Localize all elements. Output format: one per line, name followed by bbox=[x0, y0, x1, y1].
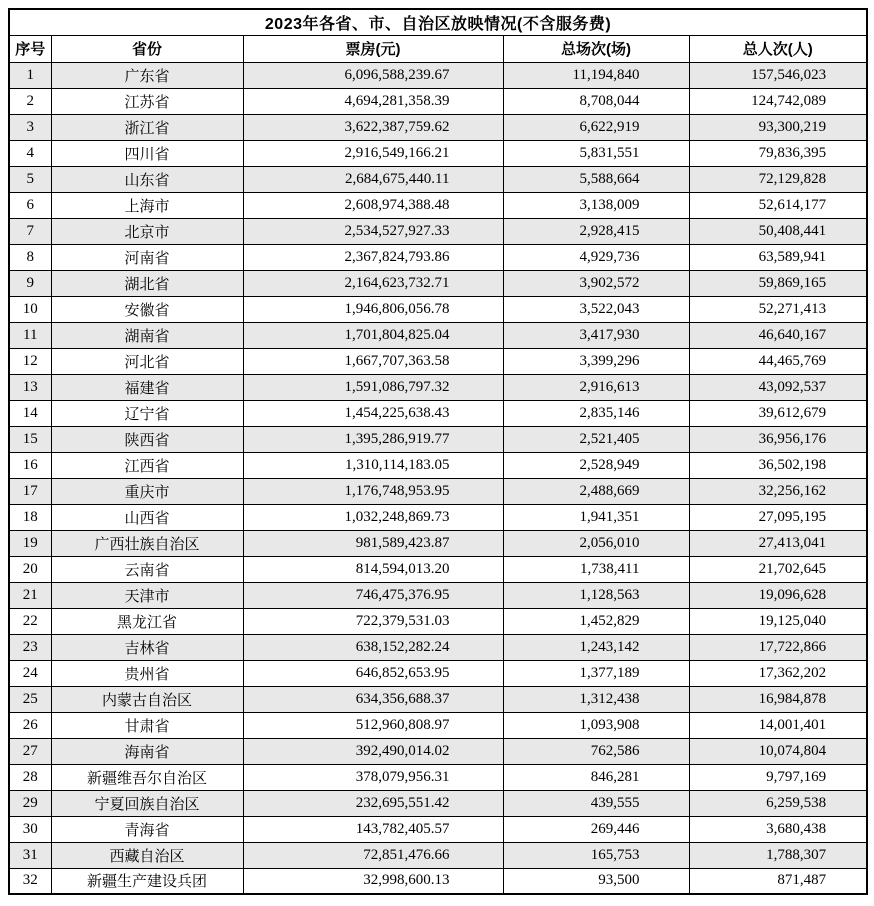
table-row bbox=[9, 556, 867, 582]
table-row bbox=[9, 582, 867, 608]
admissions-cell: 43,092,537 bbox=[689, 374, 867, 400]
admissions-cell: 72,129,828 bbox=[689, 166, 867, 192]
province-cell: 安徽省 bbox=[51, 296, 243, 322]
sessions-cell: 2,056,010 bbox=[503, 530, 689, 556]
index-cell: 27 bbox=[9, 738, 51, 764]
index-cell: 19 bbox=[9, 530, 51, 556]
boxoffice-cell: 2,608,974,388.48 bbox=[243, 192, 503, 218]
sessions-cell: 1,128,563 bbox=[503, 582, 689, 608]
admissions-cell: 14,001,401 bbox=[689, 712, 867, 738]
index-cell: 2 bbox=[9, 88, 51, 114]
index-cell: 8 bbox=[9, 244, 51, 270]
boxoffice-cell: 2,367,824,793.86 bbox=[243, 244, 503, 270]
sessions-cell: 3,902,572 bbox=[503, 270, 689, 296]
admissions-cell: 44,465,769 bbox=[689, 348, 867, 374]
province-cell: 黑龙江省 bbox=[51, 608, 243, 634]
admissions-cell: 21,702,645 bbox=[689, 556, 867, 582]
province-cell: 福建省 bbox=[51, 374, 243, 400]
column-header-sessions: 总场次(场) bbox=[503, 35, 689, 62]
index-cell: 32 bbox=[9, 868, 51, 894]
province-cell: 山西省 bbox=[51, 504, 243, 530]
boxoffice-cell: 3,622,387,759.62 bbox=[243, 114, 503, 140]
admissions-cell: 63,589,941 bbox=[689, 244, 867, 270]
index-cell: 26 bbox=[9, 712, 51, 738]
table-row bbox=[9, 426, 867, 452]
column-header-province: 省份 bbox=[51, 35, 243, 62]
index-cell: 17 bbox=[9, 478, 51, 504]
sessions-cell: 762,586 bbox=[503, 738, 689, 764]
boxoffice-cell: 981,589,423.87 bbox=[243, 530, 503, 556]
province-cell: 河北省 bbox=[51, 348, 243, 374]
index-cell: 29 bbox=[9, 790, 51, 816]
province-cell: 广西壮族自治区 bbox=[51, 530, 243, 556]
index-cell: 1 bbox=[9, 62, 51, 88]
table-row bbox=[9, 712, 867, 738]
table-row bbox=[9, 608, 867, 634]
admissions-cell: 36,956,176 bbox=[689, 426, 867, 452]
boxoffice-cell: 1,395,286,919.77 bbox=[243, 426, 503, 452]
boxoffice-cell: 814,594,013.20 bbox=[243, 556, 503, 582]
table-row bbox=[9, 868, 867, 894]
admissions-cell: 39,612,679 bbox=[689, 400, 867, 426]
index-cell: 9 bbox=[9, 270, 51, 296]
admissions-cell: 50,408,441 bbox=[689, 218, 867, 244]
admissions-cell: 93,300,219 bbox=[689, 114, 867, 140]
sessions-cell: 3,417,930 bbox=[503, 322, 689, 348]
table-row bbox=[9, 452, 867, 478]
boxoffice-cell: 72,851,476.66 bbox=[243, 842, 503, 868]
admissions-cell: 52,271,413 bbox=[689, 296, 867, 322]
sessions-cell: 2,521,405 bbox=[503, 426, 689, 452]
admissions-cell: 36,502,198 bbox=[689, 452, 867, 478]
boxoffice-cell: 646,852,653.95 bbox=[243, 660, 503, 686]
admissions-cell: 32,256,162 bbox=[689, 478, 867, 504]
table-row bbox=[9, 140, 867, 166]
column-header-admissions: 总人次(人) bbox=[689, 35, 867, 62]
table-row bbox=[9, 790, 867, 816]
index-cell: 23 bbox=[9, 634, 51, 660]
province-cell: 内蒙古自治区 bbox=[51, 686, 243, 712]
sessions-cell: 5,831,551 bbox=[503, 140, 689, 166]
index-cell: 6 bbox=[9, 192, 51, 218]
boxoffice-cell: 392,490,014.02 bbox=[243, 738, 503, 764]
index-cell: 3 bbox=[9, 114, 51, 140]
admissions-cell: 46,640,167 bbox=[689, 322, 867, 348]
sessions-cell: 2,528,949 bbox=[503, 452, 689, 478]
admissions-cell: 10,074,804 bbox=[689, 738, 867, 764]
sessions-cell: 2,835,146 bbox=[503, 400, 689, 426]
sessions-cell: 8,708,044 bbox=[503, 88, 689, 114]
admissions-cell: 9,797,169 bbox=[689, 764, 867, 790]
boxoffice-cell: 1,032,248,869.73 bbox=[243, 504, 503, 530]
sessions-cell: 4,929,736 bbox=[503, 244, 689, 270]
boxoffice-cell: 512,960,808.97 bbox=[243, 712, 503, 738]
screening-stats-table bbox=[8, 8, 868, 895]
table-row bbox=[9, 348, 867, 374]
province-cell: 陕西省 bbox=[51, 426, 243, 452]
boxoffice-cell: 32,998,600.13 bbox=[243, 868, 503, 894]
table-row bbox=[9, 166, 867, 192]
province-cell: 天津市 bbox=[51, 582, 243, 608]
table-row bbox=[9, 218, 867, 244]
boxoffice-cell: 1,946,806,056.78 bbox=[243, 296, 503, 322]
province-cell: 四川省 bbox=[51, 140, 243, 166]
index-cell: 14 bbox=[9, 400, 51, 426]
province-cell: 新疆生产建设兵团 bbox=[51, 868, 243, 894]
index-cell: 12 bbox=[9, 348, 51, 374]
province-cell: 浙江省 bbox=[51, 114, 243, 140]
province-cell: 山东省 bbox=[51, 166, 243, 192]
table-row bbox=[9, 686, 867, 712]
sessions-cell: 3,399,296 bbox=[503, 348, 689, 374]
table-row bbox=[9, 738, 867, 764]
sessions-cell: 1,243,142 bbox=[503, 634, 689, 660]
boxoffice-cell: 2,164,623,732.71 bbox=[243, 270, 503, 296]
table-row bbox=[9, 88, 867, 114]
province-cell: 贵州省 bbox=[51, 660, 243, 686]
province-cell: 江苏省 bbox=[51, 88, 243, 114]
province-cell: 重庆市 bbox=[51, 478, 243, 504]
sessions-cell: 93,500 bbox=[503, 868, 689, 894]
boxoffice-cell: 143,782,405.57 bbox=[243, 816, 503, 842]
title-row bbox=[9, 9, 867, 35]
index-cell: 31 bbox=[9, 842, 51, 868]
sessions-cell: 165,753 bbox=[503, 842, 689, 868]
table-row bbox=[9, 114, 867, 140]
sessions-cell: 269,446 bbox=[503, 816, 689, 842]
column-header-boxoffice: 票房(元) bbox=[243, 35, 503, 62]
table-title: 2023年各省、市、自治区放映情况(不含服务费) bbox=[9, 9, 867, 35]
province-cell: 甘肃省 bbox=[51, 712, 243, 738]
sessions-cell: 2,916,613 bbox=[503, 374, 689, 400]
table-row bbox=[9, 400, 867, 426]
index-cell: 4 bbox=[9, 140, 51, 166]
boxoffice-cell: 2,916,549,166.21 bbox=[243, 140, 503, 166]
boxoffice-cell: 1,454,225,638.43 bbox=[243, 400, 503, 426]
table-row bbox=[9, 504, 867, 530]
admissions-cell: 1,788,307 bbox=[689, 842, 867, 868]
province-cell: 云南省 bbox=[51, 556, 243, 582]
admissions-cell: 871,487 bbox=[689, 868, 867, 894]
index-cell: 7 bbox=[9, 218, 51, 244]
boxoffice-cell: 232,695,551.42 bbox=[243, 790, 503, 816]
boxoffice-cell: 6,096,588,239.67 bbox=[243, 62, 503, 88]
admissions-cell: 79,836,395 bbox=[689, 140, 867, 166]
table-row bbox=[9, 816, 867, 842]
boxoffice-cell: 1,667,707,363.58 bbox=[243, 348, 503, 374]
table-row bbox=[9, 478, 867, 504]
province-cell: 吉林省 bbox=[51, 634, 243, 660]
sessions-cell: 6,622,919 bbox=[503, 114, 689, 140]
index-cell: 16 bbox=[9, 452, 51, 478]
province-cell: 上海市 bbox=[51, 192, 243, 218]
province-cell: 广东省 bbox=[51, 62, 243, 88]
sessions-cell: 1,941,351 bbox=[503, 504, 689, 530]
table-row bbox=[9, 296, 867, 322]
index-cell: 15 bbox=[9, 426, 51, 452]
index-cell: 20 bbox=[9, 556, 51, 582]
boxoffice-cell: 378,079,956.31 bbox=[243, 764, 503, 790]
province-cell: 新疆维吾尔自治区 bbox=[51, 764, 243, 790]
index-cell: 11 bbox=[9, 322, 51, 348]
province-cell: 江西省 bbox=[51, 452, 243, 478]
sessions-cell: 439,555 bbox=[503, 790, 689, 816]
admissions-cell: 16,984,878 bbox=[689, 686, 867, 712]
boxoffice-cell: 2,534,527,927.33 bbox=[243, 218, 503, 244]
boxoffice-cell: 1,310,114,183.05 bbox=[243, 452, 503, 478]
sessions-cell: 3,522,043 bbox=[503, 296, 689, 322]
index-cell: 28 bbox=[9, 764, 51, 790]
sessions-cell: 1,312,438 bbox=[503, 686, 689, 712]
sessions-cell: 5,588,664 bbox=[503, 166, 689, 192]
admissions-cell: 52,614,177 bbox=[689, 192, 867, 218]
table-body bbox=[9, 62, 867, 894]
province-cell: 青海省 bbox=[51, 816, 243, 842]
sessions-cell: 3,138,009 bbox=[503, 192, 689, 218]
sessions-cell: 2,928,415 bbox=[503, 218, 689, 244]
column-header-index: 序号 bbox=[9, 35, 51, 62]
header-row bbox=[9, 35, 867, 62]
admissions-cell: 6,259,538 bbox=[689, 790, 867, 816]
sessions-cell: 1,738,411 bbox=[503, 556, 689, 582]
boxoffice-cell: 2,684,675,440.11 bbox=[243, 166, 503, 192]
province-cell: 辽宁省 bbox=[51, 400, 243, 426]
province-cell: 西藏自治区 bbox=[51, 842, 243, 868]
boxoffice-cell: 1,701,804,825.04 bbox=[243, 322, 503, 348]
table-row bbox=[9, 270, 867, 296]
province-cell: 北京市 bbox=[51, 218, 243, 244]
table-row bbox=[9, 660, 867, 686]
province-cell: 海南省 bbox=[51, 738, 243, 764]
table-row bbox=[9, 192, 867, 218]
province-cell: 河南省 bbox=[51, 244, 243, 270]
table-row bbox=[9, 322, 867, 348]
table-row bbox=[9, 244, 867, 270]
sessions-cell: 846,281 bbox=[503, 764, 689, 790]
index-cell: 30 bbox=[9, 816, 51, 842]
index-cell: 22 bbox=[9, 608, 51, 634]
admissions-cell: 124,742,089 bbox=[689, 88, 867, 114]
sessions-cell: 1,377,189 bbox=[503, 660, 689, 686]
table-row bbox=[9, 530, 867, 556]
index-cell: 21 bbox=[9, 582, 51, 608]
boxoffice-cell: 746,475,376.95 bbox=[243, 582, 503, 608]
admissions-cell: 17,722,866 bbox=[689, 634, 867, 660]
table-row bbox=[9, 62, 867, 88]
table-row bbox=[9, 842, 867, 868]
admissions-cell: 27,413,041 bbox=[689, 530, 867, 556]
boxoffice-cell: 634,356,688.37 bbox=[243, 686, 503, 712]
admissions-cell: 59,869,165 bbox=[689, 270, 867, 296]
index-cell: 24 bbox=[9, 660, 51, 686]
sessions-cell: 1,093,908 bbox=[503, 712, 689, 738]
index-cell: 13 bbox=[9, 374, 51, 400]
index-cell: 10 bbox=[9, 296, 51, 322]
province-cell: 湖北省 bbox=[51, 270, 243, 296]
boxoffice-cell: 1,176,748,953.95 bbox=[243, 478, 503, 504]
table-row bbox=[9, 634, 867, 660]
index-cell: 5 bbox=[9, 166, 51, 192]
boxoffice-cell: 722,379,531.03 bbox=[243, 608, 503, 634]
province-cell: 宁夏回族自治区 bbox=[51, 790, 243, 816]
boxoffice-cell: 4,694,281,358.39 bbox=[243, 88, 503, 114]
admissions-cell: 157,546,023 bbox=[689, 62, 867, 88]
boxoffice-cell: 1,591,086,797.32 bbox=[243, 374, 503, 400]
admissions-cell: 3,680,438 bbox=[689, 816, 867, 842]
sessions-cell: 2,488,669 bbox=[503, 478, 689, 504]
admissions-cell: 17,362,202 bbox=[689, 660, 867, 686]
boxoffice-cell: 638,152,282.24 bbox=[243, 634, 503, 660]
index-cell: 18 bbox=[9, 504, 51, 530]
sessions-cell: 11,194,840 bbox=[503, 62, 689, 88]
province-cell: 湖南省 bbox=[51, 322, 243, 348]
admissions-cell: 19,125,040 bbox=[689, 608, 867, 634]
sessions-cell: 1,452,829 bbox=[503, 608, 689, 634]
admissions-cell: 27,095,195 bbox=[689, 504, 867, 530]
table-row bbox=[9, 374, 867, 400]
admissions-cell: 19,096,628 bbox=[689, 582, 867, 608]
table-row bbox=[9, 764, 867, 790]
index-cell: 25 bbox=[9, 686, 51, 712]
